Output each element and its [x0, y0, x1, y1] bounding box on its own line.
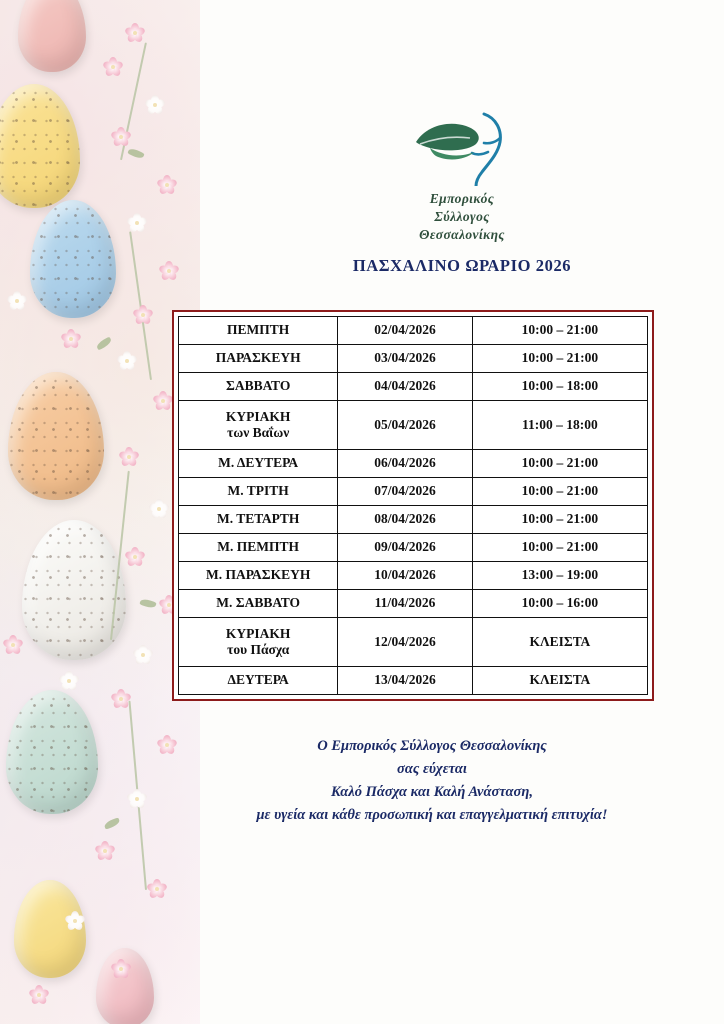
logo-line-3: Θεσσαλονίκης: [419, 226, 505, 242]
blossom-icon: [146, 96, 164, 114]
table-row: [179, 317, 648, 345]
cell-date: 10/04/2026: [338, 562, 472, 590]
table-row: [179, 401, 648, 450]
table-row: [179, 590, 648, 618]
poster-content: [200, 0, 724, 1024]
blossom-icon: [96, 842, 114, 860]
cell-date: 11/04/2026: [338, 590, 472, 618]
cell-day: Μ. ΣΑΒΒΑΤΟ: [179, 590, 338, 618]
table-row: [179, 478, 648, 506]
blossom-icon: [112, 128, 130, 146]
cell-day: Μ. ΠΕΜΠΤΗ: [179, 534, 338, 562]
blossom-icon: [30, 986, 48, 1004]
cell-date: 12/04/2026: [338, 618, 472, 667]
blossom-icon: [4, 636, 22, 654]
blossom-icon: [134, 306, 152, 324]
logo-line-1: Εμπορικός: [429, 191, 495, 206]
blossom-icon: [134, 646, 152, 664]
schedule-table: [178, 316, 648, 695]
table-row: [179, 667, 648, 695]
cell-hours: 10:00 – 21:00: [472, 534, 647, 562]
cell-day: Μ. ΔΕΥΤΕΡΑ: [179, 450, 338, 478]
cell-day-line-2: των Βαΐων: [227, 425, 290, 440]
cell-date: 02/04/2026: [338, 317, 472, 345]
schedule-table-body: [179, 317, 648, 695]
cell-day: ΔΕΥΤΕΡΑ: [179, 667, 338, 695]
blossom-icon: [66, 912, 84, 930]
cell-day: [179, 401, 338, 450]
cell-date: 03/04/2026: [338, 345, 472, 373]
table-row: [179, 345, 648, 373]
table-row: [179, 534, 648, 562]
page-title: ΠΑΣΧΑΛΙΝΟ ΩΡΑΡΙΟ 2026: [352, 256, 572, 275]
cell-date: 04/04/2026: [338, 373, 472, 401]
greeting-line-1: Ο Εμπορικός Σύλλογος Θεσσαλονίκης: [317, 738, 547, 754]
cell-day: Μ. ΤΕΤΑΡΤΗ: [179, 506, 338, 534]
logo-line-2: Σύλλογος: [434, 208, 490, 224]
blossom-icon: [160, 262, 178, 280]
blossom-icon: [118, 352, 136, 370]
blossom-icon: [112, 690, 130, 708]
blossom-icon: [128, 790, 146, 808]
blossom-icon: [154, 392, 172, 410]
greeting-line-3: Καλό Πάσχα και Καλή Ανάσταση,: [331, 783, 533, 800]
cell-date: 08/04/2026: [338, 506, 472, 534]
blossom-icon: [120, 448, 138, 466]
cell-hours: 11:00 – 18:00: [472, 401, 647, 450]
cell-hours: 10:00 – 21:00: [472, 345, 647, 373]
cell-hours: 13:00 – 19:00: [472, 562, 647, 590]
table-row: [179, 450, 648, 478]
cell-hours: 10:00 – 21:00: [472, 506, 647, 534]
greeting-line-2: σας εύχεται: [397, 760, 467, 777]
table-row: [179, 506, 648, 534]
cell-day: ΠΕΜΠΤΗ: [179, 317, 338, 345]
cell-date: 06/04/2026: [338, 450, 472, 478]
table-row: [179, 562, 648, 590]
blossom-icon: [8, 292, 26, 310]
blossom-icon: [62, 330, 80, 348]
blossom-icon: [158, 176, 176, 194]
cell-day: ΠΑΡΑΣΚΕΥΗ: [179, 345, 338, 373]
cell-hours: ΚΛΕΙΣΤΑ: [472, 667, 647, 695]
logo-wordmark: [419, 190, 505, 243]
schedule-table-frame: [172, 310, 654, 701]
cell-hours: ΚΛΕΙΣΤΑ: [472, 618, 647, 667]
cell-date: 13/04/2026: [338, 667, 472, 695]
cell-date: 09/04/2026: [338, 534, 472, 562]
blossom-icon: [126, 548, 144, 566]
cell-hours: 10:00 – 21:00: [472, 478, 647, 506]
greeting-line-4: με υγεία και κάθε προσωπική και επαγγελματική επιτυχία!: [256, 806, 608, 823]
blossom-icon: [60, 672, 78, 690]
cell-date: 05/04/2026: [338, 401, 472, 450]
cell-day: Μ. ΤΡΙΤΗ: [179, 478, 338, 506]
cell-day: ΣΑΒΒΑΤΟ: [179, 373, 338, 401]
cell-day-line-1: ΚΥΡΙΑΚΗ: [225, 408, 291, 424]
blossom-icon: [128, 214, 146, 232]
cell-hours: 10:00 – 21:00: [472, 317, 647, 345]
cell-day: [179, 618, 338, 667]
cell-day-line-2: του Πάσχα: [227, 642, 290, 657]
cell-hours: 10:00 – 21:00: [472, 450, 647, 478]
organization-logo: [200, 108, 724, 243]
blossom-icon: [150, 500, 168, 518]
egg-pink-top: [18, 0, 86, 72]
cell-day: Μ. ΠΑΡΑΣΚΕΥΗ: [179, 562, 338, 590]
cell-day-line-1: ΚΥΡΙΑΚΗ: [225, 625, 291, 641]
blossom-icon: [148, 880, 166, 898]
blossom-icon: [126, 24, 144, 42]
greeting-message: [160, 735, 704, 827]
cell-date: 07/04/2026: [338, 478, 472, 506]
easter-decoration-border: [0, 0, 200, 1024]
table-row: [179, 373, 648, 401]
table-row: [179, 618, 648, 667]
profile-leaf-logo-icon: [396, 108, 528, 186]
cell-hours: 10:00 – 16:00: [472, 590, 647, 618]
blossom-icon: [104, 58, 122, 76]
blossom-icon: [112, 960, 130, 978]
cell-hours: 10:00 – 18:00: [472, 373, 647, 401]
